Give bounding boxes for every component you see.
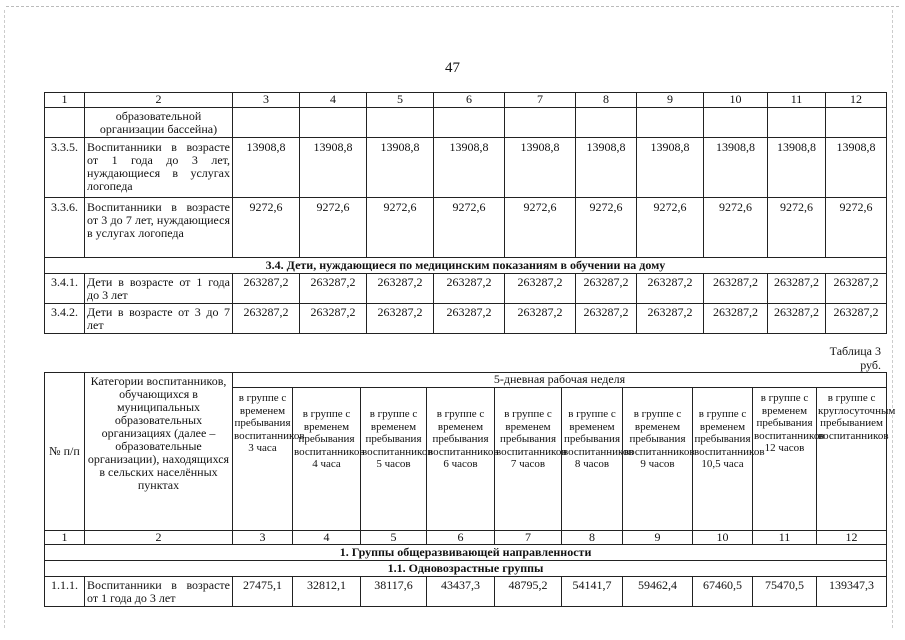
value-cell: 263287,2 — [826, 274, 887, 304]
value-cell: 13908,8 — [768, 138, 826, 198]
col-num: 5 — [367, 93, 434, 108]
col-num: 10 — [693, 531, 753, 545]
value-cell: 263287,2 — [367, 274, 434, 304]
value-cell: 263287,2 — [826, 304, 887, 334]
row-number: 3.4.1. — [45, 274, 85, 304]
value-cell: 13908,8 — [704, 138, 768, 198]
value-cell: 263287,2 — [768, 304, 826, 334]
value-cell: 263287,2 — [505, 274, 576, 304]
scan-edge-left — [4, 10, 5, 628]
col-num: 6 — [434, 93, 505, 108]
value-cell: 263287,2 — [576, 304, 637, 334]
value-cell: 9272,6 — [768, 198, 826, 258]
value-cell: 263287,2 — [233, 304, 300, 334]
value-cell: 13908,8 — [505, 138, 576, 198]
section-header-row — [45, 545, 887, 561]
value-cell: 13908,8 — [300, 138, 367, 198]
table-caption-unit: руб. — [860, 358, 881, 372]
row-name: Воспитанники в возрасте от 3 до 7 лет, нуждающиеся в услугах логопеда — [85, 198, 233, 258]
subsection-header-row — [45, 561, 887, 577]
value-cell: 27475,1 — [233, 577, 293, 607]
group-header: в группе с временем пребывания воспитанников 9 часов — [623, 388, 693, 531]
value-cell: 9272,6 — [826, 198, 887, 258]
value-cell: 54141,7 — [562, 577, 623, 607]
table-row — [45, 577, 887, 607]
column-number-row — [45, 93, 887, 108]
value-cell: 13908,8 — [434, 138, 505, 198]
group-header: в группе с временем пребывания воспитанников 12 часов — [753, 388, 817, 531]
table-row — [45, 304, 887, 334]
value-cell: 13908,8 — [367, 138, 434, 198]
value-cell: 43437,3 — [427, 577, 495, 607]
value-cell: 9272,6 — [637, 198, 704, 258]
value-cell: 263287,2 — [367, 304, 434, 334]
value-cell: 263287,2 — [233, 274, 300, 304]
work-week-header: 5-дневная рабочая неделя — [233, 373, 887, 388]
value-cell: 263287,2 — [434, 274, 505, 304]
scan-edge-right — [892, 10, 893, 628]
value-cell: 263287,2 — [704, 304, 768, 334]
scan-edge-top — [6, 6, 899, 7]
continuation-row — [45, 108, 887, 138]
col-num: 3 — [233, 93, 300, 108]
section-title: 1. Группы общеразвивающей направленности — [45, 545, 887, 561]
value-cell: 263287,2 — [505, 304, 576, 334]
value-cell: 263287,2 — [434, 304, 505, 334]
value-cell: 75470,5 — [753, 577, 817, 607]
col-num: 5 — [361, 531, 427, 545]
row-number: 3.4.2. — [45, 304, 85, 334]
row-number: 3.3.5. — [45, 138, 85, 198]
row-number: 1.1.1. — [45, 577, 85, 607]
col-num: 2 — [85, 531, 233, 545]
col-num: 2 — [85, 93, 233, 108]
value-cell: 13908,8 — [576, 138, 637, 198]
value-cell: 9272,6 — [505, 198, 576, 258]
value-cell: 139347,3 — [817, 577, 887, 607]
column-number-row — [45, 531, 887, 545]
section-header-row — [45, 258, 887, 274]
table-caption — [830, 344, 881, 372]
group-header: в группе с временем пребывания воспитанников 6 часов — [427, 388, 495, 531]
subsection-title: 1.1. Одновозрастные группы — [45, 561, 887, 577]
col-num: 8 — [576, 93, 637, 108]
value-cell: 9272,6 — [704, 198, 768, 258]
value-cell: 9272,6 — [434, 198, 505, 258]
value-cell: 13908,8 — [826, 138, 887, 198]
col-num: 3 — [233, 531, 293, 545]
group-header: в группе с временем пребывания воспитанников 8 часов — [562, 388, 623, 531]
value-cell: 67460,5 — [693, 577, 753, 607]
group-header: в группе с временем пребывания воспитанников 3 часа — [233, 388, 293, 531]
value-cell: 9272,6 — [233, 198, 300, 258]
group-header: в группе с временем пребывания воспитанников 7 часов — [495, 388, 562, 531]
col-num: 1 — [45, 531, 85, 545]
value-cell: 48795,2 — [495, 577, 562, 607]
value-cell: 13908,8 — [637, 138, 704, 198]
section-title: 3.4. Дети, нуждающиеся по медицинским показаниям в обучении на дому — [45, 258, 887, 274]
value-cell: 32812,1 — [293, 577, 361, 607]
col-num: 11 — [753, 531, 817, 545]
col-num: 4 — [300, 93, 367, 108]
row-name: Дети в возрасте от 1 года до 3 лет — [85, 274, 233, 304]
col-num: 11 — [768, 93, 826, 108]
value-cell: 59462,4 — [623, 577, 693, 607]
col-num: 4 — [293, 531, 361, 545]
value-cell: 9272,6 — [576, 198, 637, 258]
value-cell: 263287,2 — [576, 274, 637, 304]
group-header: в группе с временем пребывания воспитанников 4 часа — [293, 388, 361, 531]
page-number: 47 — [445, 60, 460, 76]
value-cell: 263287,2 — [768, 274, 826, 304]
col-num: 6 — [427, 531, 495, 545]
group-header: в группе с временем пребывания воспитанников 5 часов — [361, 388, 427, 531]
value-cell: 9272,6 — [300, 198, 367, 258]
row-name: Воспитанники в возрасте от 1 года до 3 лет, нуждающиеся в услугах логопеда — [85, 138, 233, 198]
row-number: 3.3.6. — [45, 198, 85, 258]
col-num: 1 — [45, 93, 85, 108]
value-cell: 263287,2 — [704, 274, 768, 304]
tariff-table-3 — [44, 372, 896, 607]
row-number — [45, 108, 85, 138]
value-cell: 9272,6 — [367, 198, 434, 258]
col-num: 7 — [505, 93, 576, 108]
row-name: образовательной организации бассейна) — [85, 108, 233, 138]
col-num: 8 — [562, 531, 623, 545]
col-num: 9 — [623, 531, 693, 545]
col-num: 12 — [817, 531, 887, 545]
header-row-top — [45, 373, 887, 388]
col-num: 12 — [826, 93, 887, 108]
table-row — [45, 274, 887, 304]
value-cell: 263287,2 — [637, 274, 704, 304]
value-cell: 13908,8 — [233, 138, 300, 198]
value-cell: 263287,2 — [300, 304, 367, 334]
number-header: № п/п — [45, 373, 85, 531]
table-row — [45, 138, 887, 198]
table-row — [45, 198, 887, 258]
category-header: Категории воспитанников, обучающихся в муниципальных образовательных организациях (далее – образовательные организации), находящихся в сельских населённых пунктах — [85, 373, 233, 531]
value-cell: 38117,6 — [361, 577, 427, 607]
row-name: Воспитанники в возрасте от 1 года до 3 лет — [85, 577, 233, 607]
col-num: 10 — [704, 93, 768, 108]
col-num: 7 — [495, 531, 562, 545]
table-caption-title: Таблица 3 — [829, 344, 881, 358]
group-header: в группе с круглосуточным пребыванием воспитанников — [817, 388, 887, 531]
value-cell: 263287,2 — [300, 274, 367, 304]
row-name: Дети в возрасте от 3 до 7 лет — [85, 304, 233, 334]
value-cell: 263287,2 — [637, 304, 704, 334]
col-num: 9 — [637, 93, 704, 108]
tariff-table-continued — [44, 92, 887, 334]
group-header: в группе с временем пребывания воспитанников 10,5 часа — [693, 388, 753, 531]
